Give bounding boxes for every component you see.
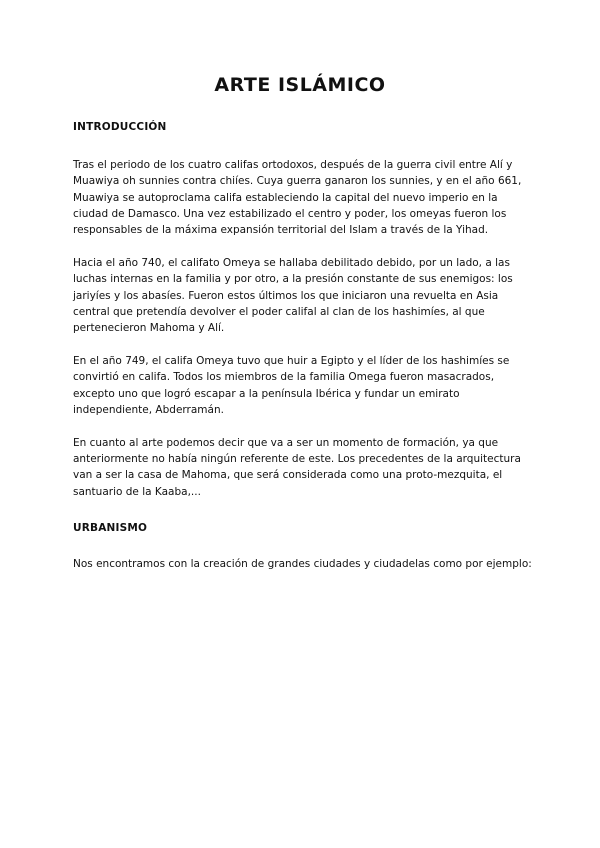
paragraph-intro-1: Tras el periodo de los cuatro califas ortodoxos, después de la guerra civil entre Alí y Muawiya oh sunnies contra chiíes. Cuya guerra ganaron los sunnies, y en el año 661, Muawiya se autoproclama califa estableciendo la capital del nuevo imperio en la ciudad de Damasco. Una vez estabilizado el centro y poder, los omeyas fueron los responsables de la máxima expansión territorial del Islam a través de la Yihad. [73,159,522,237]
paragraph-urbanismo-1: Nos encontramos con la creación de grandes ciudades y ciudadelas como por ejemplo: [73,557,532,570]
paragraph-intro-4: En cuanto al arte podemos decir que va a ser un momento de formación, ya que anteriormente no había ningún referente de este. Los precedentes de la arquitectura van a ser la casa de Mahoma, que será considerada como una proto-mezquita, el santuario de la Kaaba,... [73,436,521,498]
paragraph-intro-2: Hacia el año 740, el califato Omeya se hallaba debilitado debido, por un lado, a las luchas internas en la familia y por otro, a la presión constante de sus enemigos: los jariyíes y los abasíes. Fueron estos últimos los que iniciaron una revuelta en Asia central que pretendía devolver el poder califal al clan de los hashimíes, al que pertenecieron Mahoma y Alí. [73,256,513,335]
section-heading-urbanismo: URBANISMO [73,521,148,534]
section-heading-introduccion: INTRODUCCIÓN [73,121,167,133]
document-body [73,119,535,589]
paragraph-intro-3: En el año 749, el califa Omeya tuvo que huir a Egipto y el líder de los hashimíes se convirtió en califa. Todos los miembros de la familia Omega fueron masacrados, excepto uno que logró escapar a la península Ibérica y fundar un emirato independiente, Abderramán. [73,354,510,416]
document-title: ARTE ISLÁMICO [214,74,386,96]
